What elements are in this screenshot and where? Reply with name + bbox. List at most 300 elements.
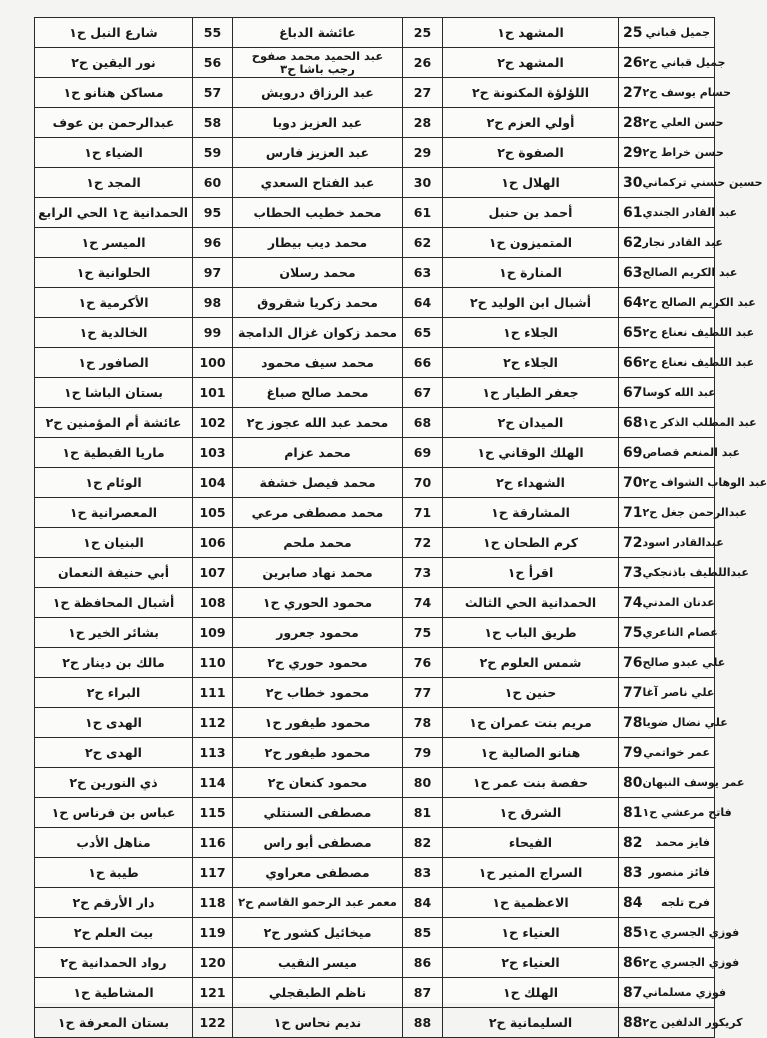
- row-number: 88: [623, 1014, 643, 1031]
- row-number: 64: [623, 294, 643, 311]
- school-name: محمد عزام: [284, 445, 351, 460]
- school-name-cell: [233, 318, 403, 348]
- table-row: [35, 468, 715, 498]
- school-name: عمر خواتمي: [643, 746, 710, 759]
- school-name: عبد الكريم الصالح: [642, 266, 738, 279]
- school-name-cell: [233, 468, 403, 498]
- school-name: عصام الناعري: [642, 626, 718, 639]
- row-number-cell: [193, 528, 233, 558]
- row-number: 107: [199, 565, 226, 580]
- row-number: 76: [413, 655, 432, 670]
- school-name: المشهد ح٢: [497, 55, 564, 70]
- school-name: الجلاء ح١: [503, 325, 558, 340]
- school-name-cell: [443, 528, 619, 558]
- school-name: أشبال المحافظة ح١: [52, 595, 175, 610]
- school-name: الخالدية ح١: [79, 325, 148, 340]
- school-name: الاعظمية ح١: [492, 895, 569, 910]
- school-name: فاتح مرعشي ح١: [642, 806, 732, 819]
- school-name: الشرق ح١: [499, 805, 562, 820]
- row-number-cell: [193, 768, 233, 798]
- row-number: 30: [623, 174, 643, 191]
- row-number-cell: [403, 948, 443, 978]
- row-number-cell: [193, 648, 233, 678]
- row-number: 26: [623, 54, 643, 71]
- school-name: البنيان ح١: [83, 535, 144, 550]
- table-row: [35, 408, 715, 438]
- school-name: كريكور الدلفين ح٢: [642, 1016, 743, 1029]
- row-number-cell: [619, 798, 732, 828]
- row-number: 79: [623, 744, 643, 761]
- school-name-cell: [233, 228, 403, 258]
- row-number-cell: [403, 828, 443, 858]
- school-name: محمود كنعان ح٢: [267, 775, 368, 790]
- row-number: 99: [203, 325, 222, 340]
- row-number: 121: [199, 985, 226, 1000]
- school-name: المشهد ح١: [497, 25, 564, 40]
- school-name: الحمدانية الحي الثالث: [464, 595, 597, 610]
- row-number-cell: [619, 288, 756, 318]
- document-page: [34, 17, 767, 1031]
- row-number: 61: [623, 204, 643, 221]
- school-name-cell: [35, 48, 193, 78]
- row-number-cell: [193, 48, 233, 78]
- row-number-cell: [403, 798, 443, 828]
- school-name-cell: [443, 258, 619, 288]
- school-name-cell: [443, 798, 619, 828]
- school-name-cell: [233, 78, 403, 108]
- row-number-cell: [619, 858, 715, 888]
- row-number-cell: [403, 138, 443, 168]
- school-name: طريق الباب ح١: [484, 625, 577, 640]
- row-number: 80: [623, 774, 643, 791]
- row-number: 29: [623, 144, 643, 161]
- row-number-cell: [619, 708, 728, 738]
- school-name: الشهداء ح٢: [496, 475, 565, 490]
- school-name-cell: [35, 618, 193, 648]
- row-number: 27: [413, 85, 432, 100]
- row-number: 97: [203, 265, 222, 280]
- school-name: محمد رسلان: [279, 265, 356, 280]
- school-name-cell: [443, 1008, 619, 1038]
- row-number: 76: [623, 654, 643, 671]
- school-name-cell: [443, 138, 619, 168]
- school-name: فايز محمد: [655, 836, 710, 849]
- school-name-cell: [233, 678, 403, 708]
- row-number-cell: [619, 108, 724, 138]
- row-number-cell: [619, 528, 724, 558]
- row-number: 57: [203, 85, 222, 100]
- school-name: أبي حنيفة النعمان: [58, 565, 169, 580]
- row-number-cell: [193, 738, 233, 768]
- row-number-cell: [403, 48, 443, 78]
- row-number: 74: [413, 595, 432, 610]
- table-row: [35, 318, 715, 348]
- school-name: محمد خطيب الحطاب: [253, 205, 382, 220]
- row-number: 69: [413, 445, 432, 460]
- row-number: 105: [199, 505, 226, 520]
- school-name-cell: [35, 498, 193, 528]
- school-name-cell: [233, 108, 403, 138]
- school-name: محمود طيفور ح١: [264, 715, 371, 730]
- school-name: عبد العزيز فارس: [265, 145, 370, 160]
- row-number-cell: [403, 198, 443, 228]
- row-number-cell: [403, 588, 443, 618]
- table-row: [35, 288, 715, 318]
- school-name-cell: [35, 828, 193, 858]
- row-number: 63: [623, 264, 643, 281]
- row-number-cell: [193, 798, 233, 828]
- school-name: فائز منصور: [648, 866, 710, 879]
- row-number-cell: [193, 858, 233, 888]
- school-name: جعفر الطيار ح١: [482, 385, 579, 400]
- row-number: 80: [413, 775, 432, 790]
- table-row: [35, 108, 715, 138]
- row-number: 85: [413, 925, 432, 940]
- school-name-cell: [443, 618, 619, 648]
- table-row: [35, 258, 715, 288]
- school-name-cell: [233, 18, 403, 48]
- school-name-cell: [35, 798, 193, 828]
- row-number-cell: [619, 378, 715, 408]
- school-name-cell: [233, 708, 403, 738]
- row-number-cell: [619, 978, 727, 1008]
- school-name-cell: [443, 18, 619, 48]
- school-name-cell: [443, 648, 619, 678]
- school-name-cell: [443, 48, 619, 78]
- school-name-cell: [443, 318, 619, 348]
- school-name: طيبة ح١: [88, 865, 139, 880]
- school-name-cell: [443, 108, 619, 138]
- school-name: شارع النبل ح١: [69, 25, 158, 40]
- row-number-cell: [619, 738, 715, 768]
- school-name-cell: [233, 138, 403, 168]
- table-row: [35, 738, 715, 768]
- school-name-cell: [35, 468, 193, 498]
- table-row: [35, 528, 715, 558]
- school-name: عدنان المدني: [642, 596, 715, 609]
- school-name: عبد اللطيف نعناع ح٢: [642, 326, 755, 339]
- school-name: حسين حسني تركماني: [642, 176, 763, 189]
- school-name-cell: [35, 978, 193, 1008]
- school-name-cell: [443, 408, 619, 438]
- row-number-cell: [193, 438, 233, 468]
- row-number: 87: [623, 984, 643, 1001]
- row-number-cell: [619, 888, 715, 918]
- school-name-cell: [35, 858, 193, 888]
- school-name-cell: [35, 408, 193, 438]
- school-name: عبد الحميد محمد صفوح رجب باشا ح٣: [251, 48, 384, 76]
- school-name: بيت العلم ح٢: [73, 925, 154, 940]
- school-name: العنياء ح١: [501, 925, 560, 940]
- school-name: الهلك الوقاني ح١: [477, 445, 584, 460]
- school-name-cell: [443, 558, 619, 588]
- school-name: محمد ديب بيطار: [267, 235, 368, 250]
- school-name: مصطفى معراوي: [265, 865, 370, 880]
- school-name-cell: [233, 798, 403, 828]
- row-number: 87: [413, 985, 432, 1000]
- school-name: الهلال ح١: [501, 175, 560, 190]
- row-number-cell: [193, 588, 233, 618]
- school-name: بستان المعرفة ح١: [57, 1015, 170, 1030]
- row-number-cell: [193, 288, 233, 318]
- school-name: حسام يوسف ح٢: [642, 86, 732, 99]
- school-name-cell: [443, 948, 619, 978]
- school-name: حسن خراط ح٢: [642, 146, 724, 159]
- row-number-cell: [619, 168, 763, 198]
- school-name: السراج المنير ح١: [478, 865, 583, 880]
- row-number-cell: [403, 648, 443, 678]
- school-name: بستان الباشا ح١: [64, 385, 163, 400]
- school-name-cell: [35, 168, 193, 198]
- row-number: 70: [623, 474, 643, 491]
- table-row: [35, 978, 715, 1008]
- row-number: 103: [199, 445, 226, 460]
- row-number: 82: [623, 834, 643, 851]
- row-number-cell: [403, 708, 443, 738]
- row-number: 122: [199, 1015, 226, 1030]
- school-name-cell: [443, 858, 619, 888]
- school-name: هنانو الصالية ح١: [480, 745, 581, 760]
- school-name: محمد ملحم: [283, 535, 352, 550]
- school-name: عبدالقادر اسود: [642, 536, 724, 549]
- table-row: [35, 618, 715, 648]
- school-name-cell: [443, 678, 619, 708]
- school-name-cell: [233, 948, 403, 978]
- school-name: الهلك ح١: [503, 985, 558, 1000]
- schools-table: [34, 17, 767, 1038]
- table-row: [35, 798, 715, 828]
- row-number: 28: [413, 115, 432, 130]
- row-number: 56: [203, 55, 222, 70]
- row-number-cell: [403, 78, 443, 108]
- school-name: الوئام ح١: [85, 475, 142, 490]
- row-number: 101: [199, 385, 226, 400]
- table-row: [35, 168, 715, 198]
- row-number: 25: [623, 24, 643, 41]
- table-row: [35, 858, 715, 888]
- row-number-cell: [619, 438, 741, 468]
- row-number: 70: [413, 475, 432, 490]
- school-name: العنياء ح٢: [501, 955, 560, 970]
- school-name: محمد سيف محمود: [261, 355, 374, 370]
- school-name: عبد الكريم الصالح ح٢: [642, 296, 756, 309]
- school-name: عبد الوهاب الشواف ح٢: [642, 476, 767, 489]
- school-name-cell: [233, 408, 403, 438]
- school-name-cell: [443, 828, 619, 858]
- row-number-cell: [619, 1008, 743, 1038]
- row-number-cell: [193, 618, 233, 648]
- row-number: 88: [413, 1015, 432, 1030]
- table-row: [35, 138, 715, 168]
- school-name: معمر عبد الرحمو القاسم ح٢: [238, 895, 397, 909]
- school-name-cell: [233, 48, 403, 78]
- row-number-cell: [193, 348, 233, 378]
- row-number: 104: [199, 475, 226, 490]
- row-number: 25: [413, 25, 432, 40]
- school-name-cell: [233, 288, 403, 318]
- row-number: 26: [413, 55, 432, 70]
- table-row: [35, 708, 715, 738]
- row-number: 83: [623, 864, 643, 881]
- school-name-cell: [443, 498, 619, 528]
- school-name: جميل قباني: [645, 26, 710, 39]
- row-number-cell: [193, 678, 233, 708]
- school-name-cell: [443, 978, 619, 1008]
- row-number: 60: [203, 175, 222, 190]
- table-row: [35, 828, 715, 858]
- school-name: محمد زكوان غزال الدامجة: [238, 325, 397, 340]
- row-number: 108: [199, 595, 226, 610]
- row-number-cell: [403, 558, 443, 588]
- school-name: محمد فيصل خشفة: [259, 475, 376, 490]
- row-number: 79: [413, 745, 432, 760]
- school-name: الهدى ح١: [85, 715, 142, 730]
- table-row: [35, 438, 715, 468]
- school-name: محمود جعرور: [276, 625, 359, 640]
- row-number: 67: [623, 384, 643, 401]
- row-number: 73: [413, 565, 432, 580]
- school-name: ناظم الطبقجلي: [268, 985, 367, 1000]
- school-name: ميسر النقيب: [277, 955, 358, 970]
- table-row: [35, 648, 715, 678]
- row-number: 120: [199, 955, 226, 970]
- school-name: عبد القادر نجار: [642, 236, 723, 249]
- school-name-cell: [233, 198, 403, 228]
- school-name-cell: [233, 258, 403, 288]
- row-number: 68: [413, 415, 432, 430]
- row-number-cell: [193, 948, 233, 978]
- school-name: عائشة الدباغ: [279, 25, 356, 40]
- school-name-cell: [35, 288, 193, 318]
- school-name: الصافور ح١: [78, 355, 149, 370]
- school-name: الأكرمية ح١: [78, 295, 149, 310]
- school-name: محمد صالح صباغ: [266, 385, 369, 400]
- row-number: 61: [413, 205, 432, 220]
- table-row: [35, 948, 715, 978]
- school-name-cell: [35, 648, 193, 678]
- school-name-cell: [233, 768, 403, 798]
- school-name: مصطفى أبو راس: [263, 835, 372, 850]
- row-number-cell: [193, 378, 233, 408]
- row-number: 75: [623, 624, 643, 641]
- school-name: شمس العلوم ح٢: [479, 655, 582, 670]
- row-number: 95: [203, 205, 222, 220]
- row-number-cell: [193, 318, 233, 348]
- school-name: الجلاء ح٢: [503, 355, 558, 370]
- row-number: 115: [199, 805, 226, 820]
- school-name-cell: [233, 918, 403, 948]
- row-number: 64: [413, 295, 432, 310]
- school-name: كرم الطحان ح١: [482, 535, 579, 550]
- row-number: 29: [413, 145, 432, 160]
- row-number: 65: [413, 325, 432, 340]
- row-number-cell: [193, 168, 233, 198]
- school-name: محمد عبد الله عجوز ح٢: [246, 415, 389, 430]
- school-name: مريم بنت عمران ح١: [469, 715, 592, 730]
- row-number-cell: [403, 888, 443, 918]
- school-name-cell: [35, 438, 193, 468]
- table-row: [35, 888, 715, 918]
- row-number-cell: [619, 408, 757, 438]
- row-number-cell: [403, 378, 443, 408]
- school-name-cell: [443, 738, 619, 768]
- school-name-cell: [233, 738, 403, 768]
- school-name: محمود الحوري ح١: [262, 595, 373, 610]
- school-name-cell: [233, 348, 403, 378]
- school-name-cell: [233, 528, 403, 558]
- school-name: أحمد بن حنبل: [488, 205, 573, 220]
- school-name: بشائر الخير ح١: [68, 625, 159, 640]
- row-number-cell: [403, 108, 443, 138]
- school-name-cell: [443, 468, 619, 498]
- school-name-cell: [35, 588, 193, 618]
- school-name: مصطفى السنتلي: [263, 805, 372, 820]
- table-row: [35, 1008, 715, 1038]
- table-row: [35, 918, 715, 948]
- school-name: عبد الفتاح السعدي: [260, 175, 375, 190]
- school-name: عباس بن فرناس ح١: [51, 805, 176, 820]
- row-number: 100: [199, 355, 226, 370]
- row-number: 72: [413, 535, 432, 550]
- row-number-cell: [619, 678, 715, 708]
- row-number-cell: [619, 558, 749, 588]
- row-number-cell: [193, 828, 233, 858]
- row-number: 27: [623, 84, 643, 101]
- row-number-cell: [619, 198, 738, 228]
- table-row: [35, 48, 715, 78]
- row-number: 81: [413, 805, 432, 820]
- school-name: مساكن هنانو ح١: [63, 85, 164, 100]
- row-number-cell: [619, 588, 715, 618]
- school-name: المشاطية ح١: [73, 985, 154, 1000]
- school-name-cell: [35, 708, 193, 738]
- row-number-cell: [403, 498, 443, 528]
- school-name: الضياء ح١: [84, 145, 143, 160]
- school-name-cell: [233, 378, 403, 408]
- row-number-cell: [193, 708, 233, 738]
- row-number-cell: [619, 258, 738, 288]
- school-name-cell: [233, 558, 403, 588]
- row-number: 67: [413, 385, 432, 400]
- school-name: ماريا القبطية ح١: [62, 445, 165, 460]
- school-name-cell: [35, 198, 193, 228]
- row-number: 119: [199, 925, 226, 940]
- school-name-cell: [443, 228, 619, 258]
- school-name-cell: [233, 858, 403, 888]
- school-name-cell: [35, 138, 193, 168]
- row-number-cell: [193, 198, 233, 228]
- school-name: عبد الله كوسا: [642, 386, 716, 399]
- row-number-cell: [619, 18, 715, 48]
- row-number: 71: [623, 504, 643, 521]
- row-number: 71: [413, 505, 432, 520]
- row-number: 62: [623, 234, 643, 251]
- table-row: [35, 18, 715, 48]
- school-name: الميدان ح٢: [497, 415, 564, 430]
- row-number-cell: [193, 18, 233, 48]
- school-name-cell: [443, 348, 619, 378]
- school-name: السليمانية ح٢: [488, 1015, 573, 1030]
- school-name-cell: [35, 768, 193, 798]
- table-row: [35, 498, 715, 528]
- row-number: 81: [623, 804, 643, 821]
- school-name-cell: [443, 708, 619, 738]
- row-number: 113: [199, 745, 226, 760]
- school-name: نور اليقين ح٢: [71, 55, 156, 70]
- row-number-cell: [403, 288, 443, 318]
- school-name: جميل قباني ح٢: [642, 56, 726, 69]
- school-name: فرح تلجه: [660, 896, 710, 909]
